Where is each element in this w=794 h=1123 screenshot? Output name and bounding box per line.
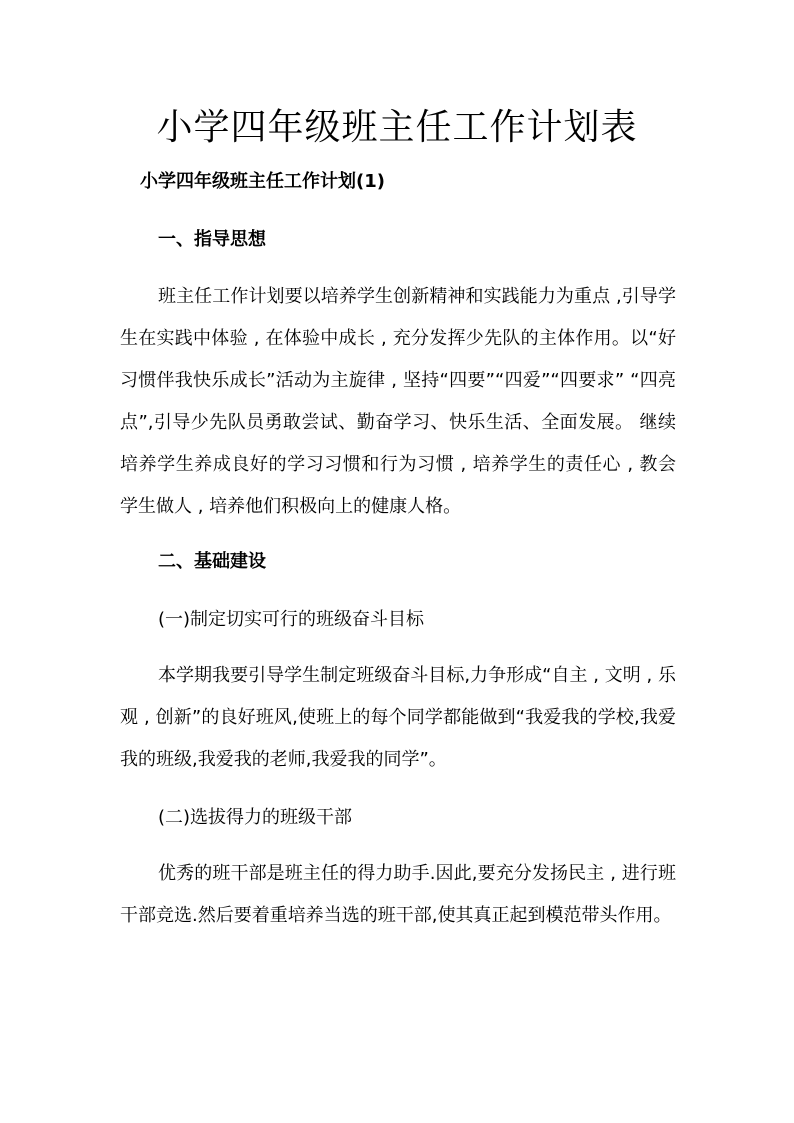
paragraph-class-goal: 本学期我要引导学生制定班级奋斗目标,力争形成“自主 , 文明 , 乐观 , 创新”的良好班风,使班上的每个同学都能做到“我爱我的学校,我爱我的班级,我爱我的老师,我爱我的同学”。 <box>120 665 676 770</box>
paragraph-class-cadres: 优秀的班干部是班主任的得力助手.因此,要充分发扬民主 , 进行班干部竞选.然后要着重培养当选的班干部,使其真正起到模范带头作用。 <box>120 863 676 926</box>
section-heading-guiding-thought: 一、指导思想 <box>158 229 266 250</box>
section-heading-basic-construction: 二、基础建设 <box>158 551 266 572</box>
document-title: 小学四年级班主任工作计划表 <box>156 107 638 148</box>
document-subtitle: 小学四年级班主任工作计划(1) <box>140 171 385 192</box>
sub-heading-class-goal: (一)制定切实可行的班级奋斗目标 <box>158 609 425 630</box>
sub-heading-class-cadres: (二)选拔得力的班级干部 <box>158 807 353 828</box>
paragraph-guiding-thought: 班主任工作计划要以培养学生创新精神和实践能力为重点 ,引导学生在实践中体验 , 在体验中成长 , 充分发挥少先队的主体作用。以“好习惯伴我快乐成长”活动为主旋律 , 坚持“四要”“四爱”“四要求” “四亮点”,引导少先队员勇敢尝试、勤奋学习、快乐生活、全面发展。 继续培养学生养成良好的学习习惯和行为习惯 , 培养学生的责任心 , 教会学生做人 , 培养他们积极向上的健康人格。 <box>120 286 676 517</box>
